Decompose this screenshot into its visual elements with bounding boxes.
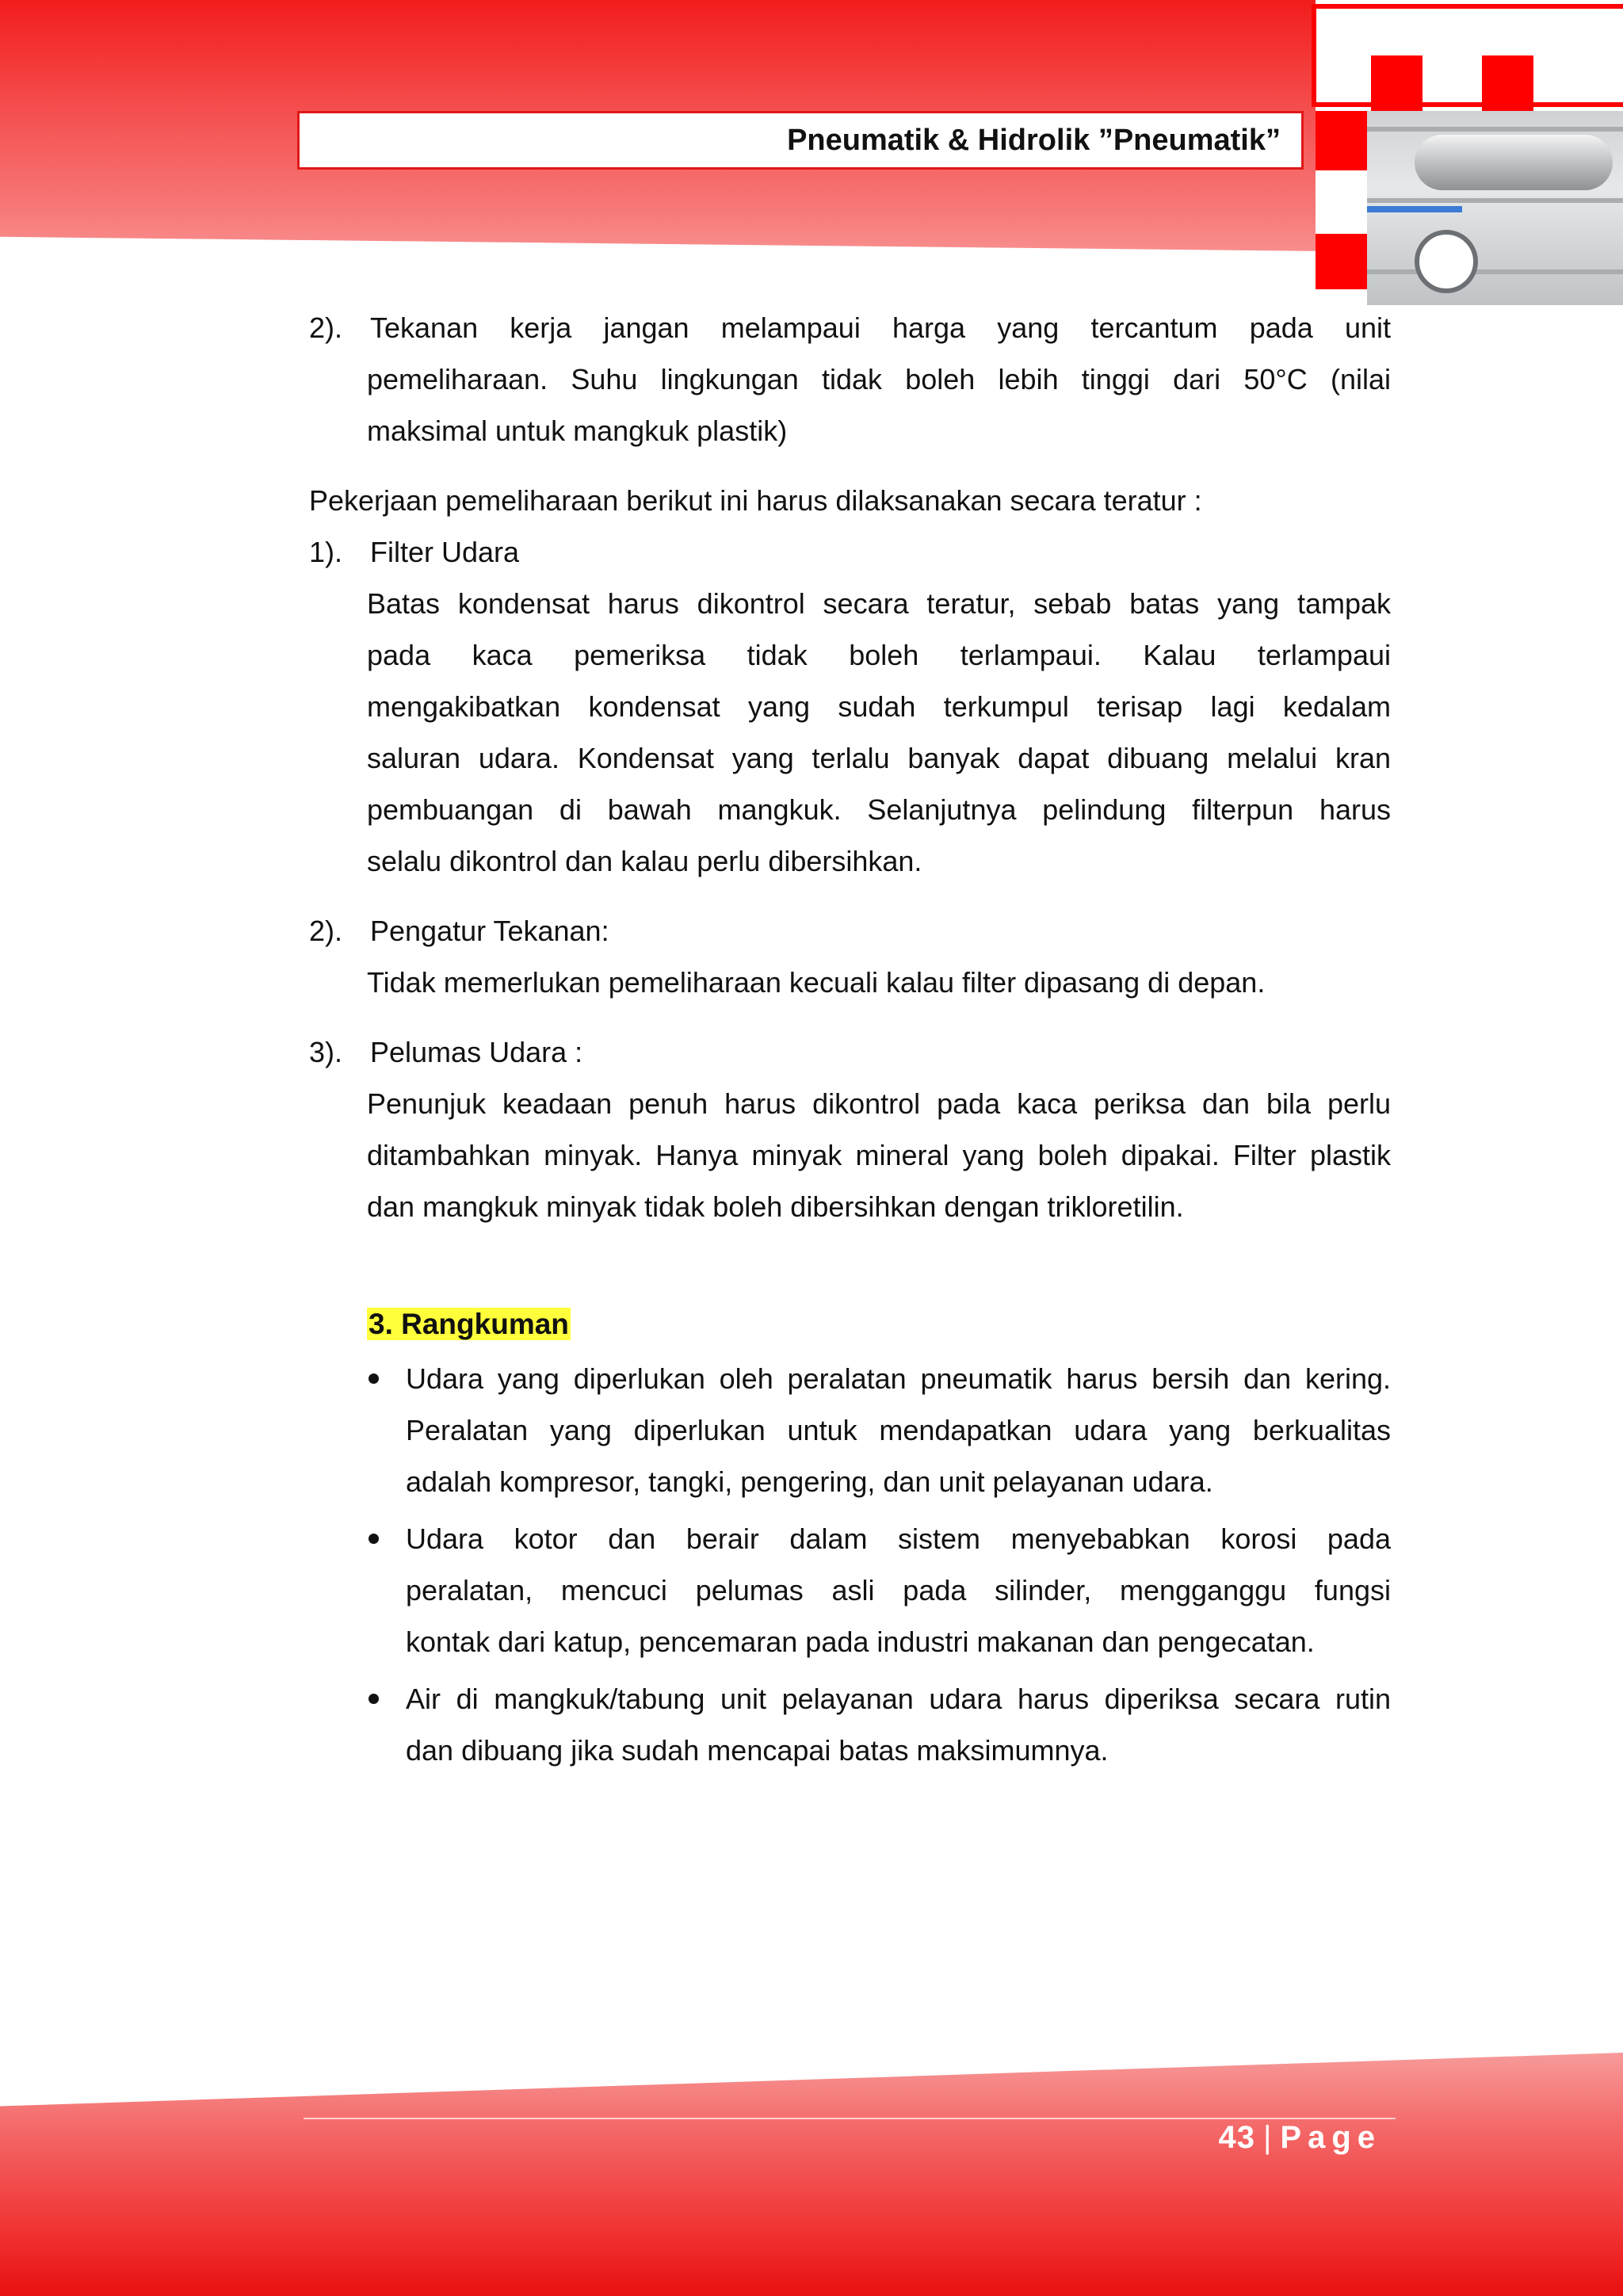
page-label: Page xyxy=(1280,2120,1381,2155)
page-title: Pneumatik & Hidrolik ”Pneumatik” xyxy=(787,123,1281,157)
paragraph-line: pemeliharaan. Suhu lingkungan tidak boleh lebih tinggi dari 50°C (nilai xyxy=(367,363,1391,395)
bullet-line: Udara kotor dan berair dalam sistem menyebabkan korosi pada xyxy=(406,1522,1391,1555)
paragraph-line: maksimal untuk mangkuk plastik) xyxy=(367,415,788,447)
paragraph-line: Batas kondensat harus dikontrol secara teratur, sebab batas yang tampak xyxy=(367,587,1391,620)
paragraph-line: dan mangkuk minyak tidak boleh dibersihkan dengan trikloretilin. xyxy=(367,1190,1184,1223)
paragraph-line: Tidak memerlukan pemeliharaan kecuali kalau filter dipasang di depan. xyxy=(367,966,1266,999)
paragraph-line: Tekanan kerja jangan melampaui harga yang tercantum pada unit xyxy=(370,311,1391,344)
checker-block xyxy=(1482,55,1533,111)
item-heading: Pelumas Udara : xyxy=(370,1036,583,1068)
paragraph-line: selalu dikontrol dan kalau perlu dibersihkan. xyxy=(367,845,922,877)
bullet-line: adalah kompresor, tangki, pengering, dan unit pelayanan udara. xyxy=(406,1465,1213,1498)
checker-block xyxy=(1371,55,1423,111)
paragraph-line: mengakibatkan kondensat yang sudah terkumpul terisap lagi kedalam xyxy=(367,690,1391,723)
footer-band xyxy=(0,2053,1623,2296)
footer-divider xyxy=(304,2118,1396,2119)
item-heading: Pengatur Tekanan: xyxy=(370,915,609,947)
bullet-line: Peralatan yang diperlukan untuk mendapatkan udara yang berkualitas xyxy=(406,1414,1391,1446)
page-number xyxy=(1219,2120,1382,2156)
bullet-line: Air di mangkuk/tabung unit pelayanan udara harus diperiksa secara rutin xyxy=(406,1683,1391,1715)
bullet-icon xyxy=(369,1694,379,1704)
bullet-line: dan dibuang jika sudah mencapai batas maksimumnya. xyxy=(406,1734,1109,1767)
bullet-icon xyxy=(369,1534,379,1544)
header-frame xyxy=(1312,4,1623,107)
section-heading xyxy=(367,1298,571,1350)
item-number: 1). xyxy=(309,536,343,568)
paragraph-line: pada kaca pemeriksa tidak boleh terlampaui. Kalau terlampaui xyxy=(367,639,1391,671)
intro-text: Pekerjaan pemeliharaan berikut ini harus dilaksanakan secara teratur : xyxy=(309,484,1202,517)
checker-block xyxy=(1316,111,1367,170)
pneumatic-tank-photo xyxy=(1367,111,1623,305)
item-heading: Filter Udara xyxy=(370,536,520,568)
bullet-line: kontak dari katup, pencemaran pada industri makanan dan pengecatan. xyxy=(406,1626,1315,1658)
page-separator: | xyxy=(1263,2120,1273,2155)
bullet-line: Udara yang diperlukan oleh peralatan pneumatik harus bersih dan kering. xyxy=(406,1362,1391,1395)
paragraph-line: pembuangan di bawah mangkuk. Selanjutnya pelindung filterpun harus xyxy=(367,793,1391,826)
paragraph-line: ditambahkan minyak. Hanya minyak mineral yang boleh dipakai. Filter plastik xyxy=(367,1139,1391,1171)
item-number: 2). xyxy=(309,915,343,947)
item-number: 2). xyxy=(309,311,343,344)
bullet-icon xyxy=(369,1373,379,1384)
paragraph-line: Penunjuk keadaan penuh harus dikontrol pada kaca periksa dan bila perlu xyxy=(367,1087,1391,1120)
bullet-line: peralatan, mencuci pelumas asli pada silinder, mengganggu fungsi xyxy=(406,1574,1391,1606)
item-number: 3). xyxy=(309,1036,343,1068)
section-heading-text: 3. Rangkuman xyxy=(369,1308,569,1340)
checker-block xyxy=(1316,234,1367,289)
header-title-box xyxy=(297,111,1304,170)
page-number-value: 43 xyxy=(1218,2120,1255,2155)
paragraph-line: saluran udara. Kondensat yang terlalu banyak dapat dibuang melalui kran xyxy=(367,742,1391,774)
